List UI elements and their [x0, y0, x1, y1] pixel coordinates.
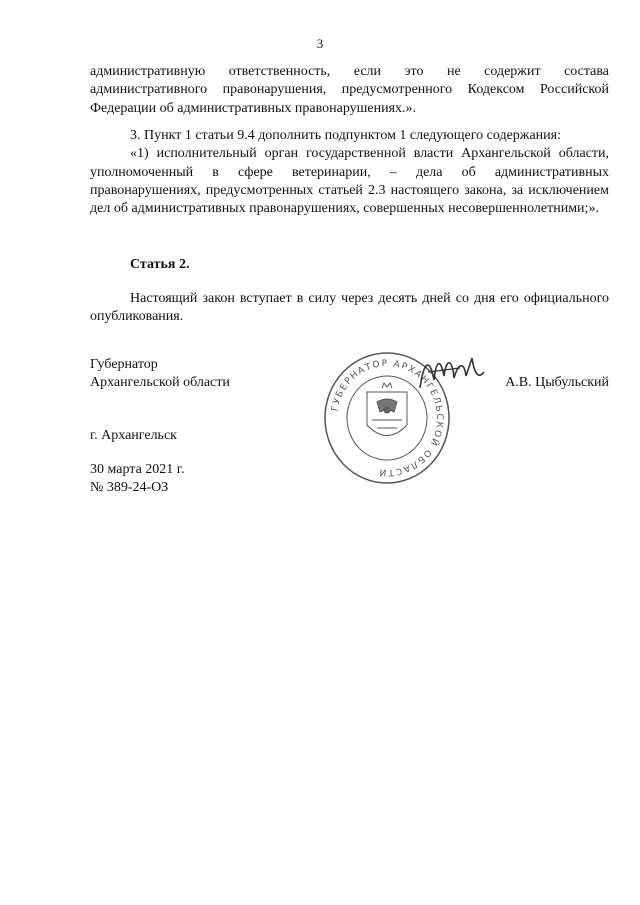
- paragraph-amendment-intro: 3. Пункт 1 статьи 9.4 дополнить подпунктом 1 следующего содержания:: [130, 128, 561, 143]
- article-2-body: [90, 290, 609, 327]
- paragraph-entry-into-force: Настоящий закон вступает в силу через десять дней со дня его официального опубликования.: [90, 291, 609, 325]
- article-2: [90, 256, 609, 274]
- position-line-1: Губернатор: [90, 357, 158, 372]
- paragraph-continuation: административную ответственность, если это не содержит состава административного правонарушения, предусмотренного Кодексом Российской Федерации об административных правонарушениях.».: [90, 64, 609, 116]
- signatory-name: А.В. Цыбульский: [505, 375, 609, 390]
- signatory-position: [90, 356, 230, 393]
- signing-date: 30 марта 2021 г.: [90, 462, 185, 477]
- place-of-signing: г. Архангельск: [90, 428, 177, 443]
- date-and-number: [90, 461, 184, 498]
- paragraph-amendment-text: «1) исполнительный орган государственной власти Архангельской области, уполномоченный в сфере ветеринарии, – дела об административных правонарушениях, предусмотренных статьей 2.3 настоящего закона, за исключением дел об административных правонарушениях, совершенных несовершеннолетними;».: [90, 146, 609, 217]
- seal-ring-text: ГУБЕРНАТОР АРХАНГЕЛЬСКОЙ ОБЛАСТИ: [330, 358, 445, 478]
- handwritten-signature: [410, 350, 490, 400]
- law-number: № 389-24-ОЗ: [90, 480, 169, 496]
- article-heading: Статья 2.: [130, 257, 190, 272]
- page-number: 3: [316, 36, 324, 51]
- amendment-block: [90, 127, 609, 218]
- coat-of-arms-icon: [367, 383, 407, 436]
- position-line-2: Архангельской области: [90, 375, 230, 391]
- body-text: [90, 63, 609, 118]
